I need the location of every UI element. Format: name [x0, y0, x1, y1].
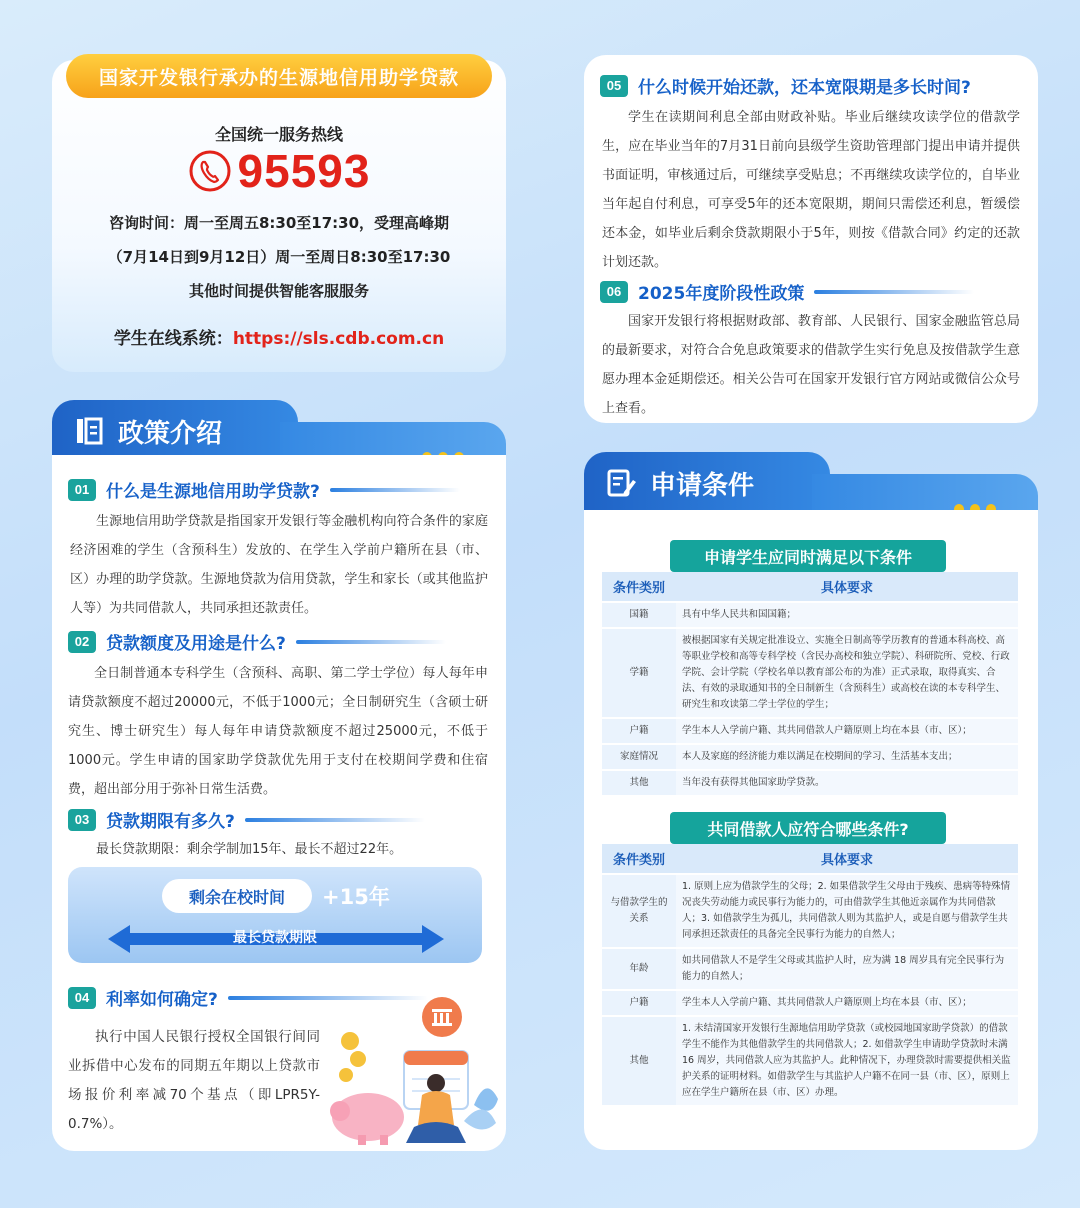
row-category: 其他 — [602, 770, 676, 796]
question-title: 贷款期限有多久? — [106, 812, 235, 832]
table-row — [602, 628, 1018, 718]
policy-card — [52, 455, 506, 1151]
co-borrower-conditions-title: 共同借款人应符合哪些条件? — [670, 812, 946, 844]
row-category: 其他 — [602, 1016, 676, 1106]
conditions-section-title: 申请条件 — [650, 470, 755, 501]
column-header-category: 条件类别 — [602, 844, 676, 874]
hotline-number[interactable]: 95593 — [237, 145, 371, 197]
consult-time-line-2: （7月14日到9月12日）周一至周日8:30至17:30 — [107, 248, 451, 266]
answer-06: 国家开发银行将根据财政部、教育部、人民银行、国家金融监管总局的最新要求，对符合合免息政策要求的借款学生实行免息及按借款学生意愿办理本金延期偿还。相关公告可在国家开发银行官方网站或微信公众号上查看。 — [602, 314, 1020, 416]
table-row — [602, 744, 1018, 770]
table-row — [602, 718, 1018, 744]
conditions-card — [584, 510, 1038, 1150]
policy-section-header — [52, 400, 298, 462]
question-title: 什么是生源地信用助学贷款? — [106, 482, 320, 502]
savings-illustration — [324, 995, 500, 1147]
student-conditions-table — [602, 572, 1018, 797]
row-category: 学籍 — [602, 628, 676, 718]
question-number: 01 — [68, 479, 96, 501]
column-header-category: 条件类别 — [602, 572, 676, 602]
question-06 — [600, 279, 974, 304]
document-icon — [74, 416, 104, 446]
row-requirement: 本人及家庭的经济能力难以满足在校期间的学习、生活基本支出； — [676, 744, 1018, 770]
phone-icon — [188, 149, 232, 193]
question-number: 05 — [600, 75, 628, 97]
answer-01: 生源地信用助学贷款是指国家开发银行等金融机构向符合条件的家庭经济困难的学生（含预科生）发放的、在学生入学前户籍所在县（市、区）办理的助学贷款。生源地贷款为信用贷款，学生和家长（或其他监护人等）为共同借款人，共同承担还款责任。 — [70, 514, 488, 616]
question-number: 04 — [68, 987, 96, 1009]
row-category: 户籍 — [602, 718, 676, 744]
row-requirement: 被根据国家有关规定批准设立、实施全日制高等学历教育的普通本科高校、高等职业学校和高等专科学校（含民办高校和独立学院）、科研院所、党校、行政学院、会计学院（学校名单以教育部公布的为准）正式录取，取得真实、合法、有效的录取通知书的全日制新生（含预科生）或高校在读的本专科学生、研究生和攻读第二学士学位的学生； — [676, 628, 1018, 718]
hotline-banner: 国家开发银行承办的生源地信用助学贷款 — [66, 54, 492, 98]
answer-05: 学生在读期间利息全部由财政补贴。毕业后继续攻读学位的借款学生，应在毕业当年的7月31日前向县级学生资助管理部门提出申请并提供书面证明，审核通过后，可继续享受贴息；不再继续攻读学位的，自毕业当年起自付利息，可享受5年的还本宽限期，期间只需偿还利息，暂缓偿还本金，如毕业后剩余贷款期限小于5年，则按《借款合同》约定的还款计划还款。 — [602, 110, 1020, 270]
row-requirement: 学生本人入学前户籍、其共同借款人户籍原则上均在本县（市、区）； — [676, 990, 1018, 1016]
table-header-row — [602, 844, 1018, 874]
max-loan-term-label: 最长贷款期限 — [233, 930, 317, 946]
question-title: 2025年度阶段性政策 — [638, 284, 805, 304]
title-underline — [814, 290, 974, 294]
table-row — [602, 1016, 1018, 1106]
loan-term-diagram — [68, 867, 482, 963]
table-row — [602, 770, 1018, 796]
answer-02: 全日制普通本专科学生（含预科、高职、第二学士学位）每人每年申请贷款额度不超过20000元，不低于1000元；全日制研究生（含硕士研究生、博士研究生）每人每年申请贷款额度不超过25000元，不低于1000元。学生申请的国家助学贷款优先用于支付在校期间学费和住宿费，超出部分用于弥补日常生活费。 — [68, 666, 488, 797]
table-row — [602, 948, 1018, 990]
row-category: 家庭情况 — [602, 744, 676, 770]
question-03 — [68, 807, 425, 832]
consult-time-line-3: 其他时间提供智能客服服务 — [188, 282, 369, 300]
row-category: 户籍 — [602, 990, 676, 1016]
title-underline — [330, 488, 460, 492]
student-conditions-title: 申请学生应同时满足以下条件 — [670, 540, 946, 572]
conditions-section-header — [584, 452, 830, 514]
row-requirement: 1. 原则上应为借款学生的父母；2. 如果借款学生父母由于残疾、患病等特殊情况丧失劳动能力或民事行为能力的，可由借款学生其他近亲属作为共同借款人；3. 如借款学生为孤儿，共同借款人则为其监护人，或是自愿与借款学生共同承担还款责任的具备完全民事行为能力的自然人； — [676, 874, 1018, 948]
hotline-label: 全国统一服务热线 — [214, 125, 343, 144]
consult-time-line-1: 咨询时间：周一至周五8:30至17:30，受理高峰期 — [108, 214, 450, 232]
question-title: 贷款额度及用途是什么? — [106, 634, 286, 654]
question-01 — [68, 477, 460, 502]
hotline-card — [52, 60, 506, 372]
row-category: 年龄 — [602, 948, 676, 990]
question-number: 03 — [68, 809, 96, 831]
row-requirement: 具有中华人民共和国国籍； — [676, 602, 1018, 628]
online-system-row — [52, 324, 506, 349]
edit-document-icon — [606, 468, 636, 498]
question-title: 什么时候开始还款，还本宽限期是多长时间? — [638, 78, 971, 98]
repayment-card — [584, 55, 1038, 423]
answer-04: 执行中国人民银行授权全国银行间同业拆借中心发布的同期五年期以上贷款市场报价利率减70个基点（即LPR5Y-0.7%）。 — [68, 1029, 320, 1132]
online-system-link[interactable]: https://sls.cdb.com.cn — [232, 329, 445, 349]
column-header-requirement: 具体要求 — [676, 844, 1018, 874]
table-row — [602, 990, 1018, 1016]
co-borrower-conditions-table — [602, 844, 1018, 1107]
policy-section-title: 政策介绍 — [118, 418, 223, 449]
row-category: 国籍 — [602, 602, 676, 628]
online-system-label: 学生在线系统： — [113, 329, 233, 349]
title-underline — [245, 818, 425, 822]
question-number: 02 — [68, 631, 96, 653]
row-category: 与借款学生的关系 — [602, 874, 676, 948]
question-title: 利率如何确定? — [106, 990, 218, 1010]
table-row — [602, 874, 1018, 948]
question-02 — [68, 629, 446, 654]
row-requirement: 学生本人入学前户籍、其共同借款人户籍原则上均在本县（市、区）； — [676, 718, 1018, 744]
table-row — [602, 602, 1018, 628]
question-05 — [600, 73, 971, 98]
conditions-header-tail — [812, 474, 1038, 514]
title-underline — [296, 640, 446, 644]
question-number: 06 — [600, 281, 628, 303]
column-header-requirement: 具体要求 — [676, 572, 1018, 602]
remaining-school-time-pill: 剩余在校时间 — [162, 879, 312, 913]
table-header-row — [602, 572, 1018, 602]
hotline-number-row — [52, 144, 506, 198]
plus-15-years: +15年 — [322, 885, 390, 909]
row-requirement: 如共同借款人不是学生父母或其监护人时，应为满 18 周岁具有完全民事行为能力的自然人； — [676, 948, 1018, 990]
row-requirement: 当年没有获得其他国家助学贷款。 — [676, 770, 1018, 796]
row-requirement: 1. 未结清国家开发银行生源地信用助学贷款（或校园地国家助学贷款）的借款学生不能作为其他借款学生的共同借款人；2. 如借款学生申请助学贷款时未满 16 周岁，共同借款人应为其监护人。此种情况下，办理贷款时需要提供相关监护关系的证明材料。如借款学生与其监护人户籍不在同一县（市、区），原则上应在学生户籍所在县（市、区）办理。 — [676, 1016, 1018, 1106]
answer-03: 最长贷款期限：剩余学制加15年、最长不超过22年。 — [96, 842, 403, 857]
